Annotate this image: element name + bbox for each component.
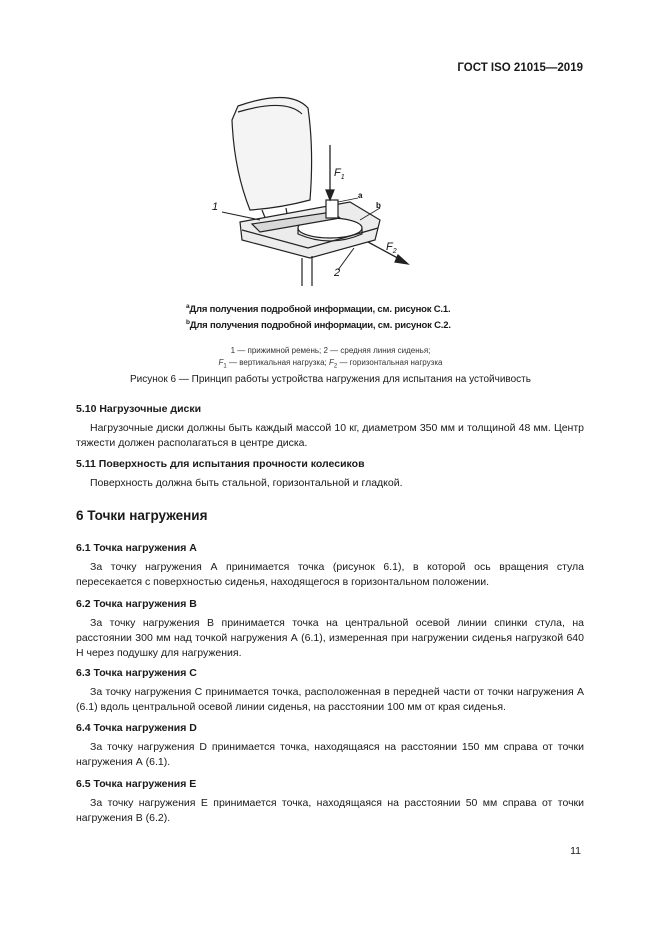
label-1: 1: [212, 201, 219, 213]
section-5-10-text: Нагрузочные диски должны быть каждый массой 10 кг, диаметром 350 мм и толщиной 48 мм. Центр тяжести должен располагаться в центре диска.: [76, 422, 584, 449]
section-5-11-title: 5.11 Поверхность для испытания прочности колесиков: [76, 458, 365, 470]
chair-backrest: [232, 97, 312, 210]
figure-caption: Рисунок 6 — Принцип работы устройства нагружения для испытания на устойчивость: [130, 374, 531, 385]
section-6-4-text: За точку нагружения D принимается точка, находящаяся на расстоянии 150 мм справа от точки нагружения А (6.1).: [76, 741, 584, 768]
figure-footnote-a: $^a$Для получения подробной информации, см. рисунок С.1.: [186, 303, 451, 316]
section-6-3-title: 6.3 Точка нагружения С: [76, 667, 197, 679]
section-6-2-title: 6.2 Точка нагружения В: [76, 598, 197, 610]
section-6-1-text: За точку нагружения А принимается точка (рисунок 6.1), в которой ось вращения стула пересекается с поверхностью сиденья, находящегося в горизонтальном положении.: [76, 561, 584, 588]
section-6-4-title: 6.4 Точка нагружения D: [76, 722, 197, 734]
section-5-11-text: Поверхность должна быть стальной, горизонтальной и гладкой.: [90, 477, 403, 489]
section-6-5-text: За точку нагружения Е принимается точка, находящаяся на расстоянии 50 мм справа от точки нагружения В (6.2).: [76, 797, 584, 824]
label-b: b: [376, 201, 381, 210]
document-header: ГОСТ ISO 21015—2019: [457, 62, 583, 74]
label-f2: $F_2$: [386, 241, 397, 255]
label-f1: $F_1$: [334, 167, 345, 181]
page-number: 11: [570, 845, 581, 857]
label-a: a: [358, 191, 363, 200]
figure-footnote-b: $^b$Для получения подробной информации, см. рисунок С.2.: [186, 319, 451, 332]
section-6-5-title: 6.5 Точка нагружения Е: [76, 778, 197, 790]
section-6-title: 6 Точки нагружения: [76, 508, 208, 523]
label-2: 2: [334, 267, 341, 279]
chair-loading-figure: [190, 90, 430, 290]
figure-legend-line2: $F_1$ — вертикальная нагрузка; $F_2$ — горизонтальная нагрузка: [218, 358, 443, 370]
figure-legend-line1: 1 — прижимной ремень; 2 — средняя линия сиденья;: [230, 346, 431, 355]
section-6-1-title: 6.1 Точка нагружения А: [76, 542, 197, 554]
section-5-10-title: 5.10 Нагрузочные диски: [76, 403, 202, 415]
section-6-3-text: За точку нагружения С принимается точка, расположенная в передней части от точки нагружения А (6.1) вдоль центральной осевой линии сиденья, на расстоянии 100 мм от края сиденья.: [76, 686, 584, 713]
section-6-2-text: За точку нагружения В принимается точка на центральной осевой линии спинки стула, на расстоянии 300 мм над точкой нагружения А (6.1), измеренная при нагружении сиденья нагрузкой 640 Н через подушку для нагружения.: [76, 617, 584, 659]
